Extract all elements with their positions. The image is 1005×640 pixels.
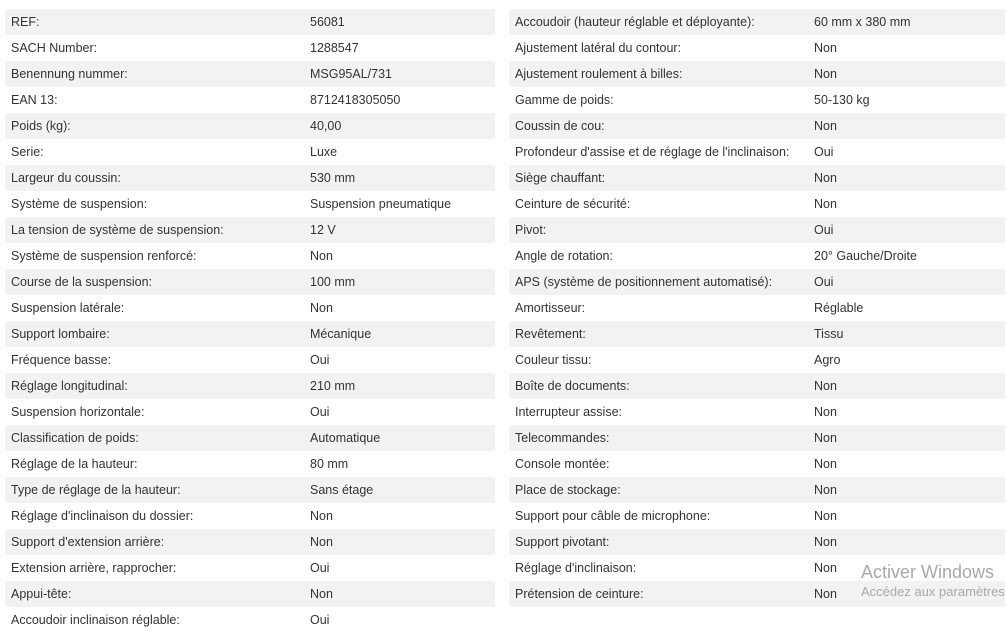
spec-label: Réglage d'inclinaison du dossier: xyxy=(5,503,304,529)
spec-value: Tissu xyxy=(808,321,1005,347)
spec-label: Boîte de documents: xyxy=(509,373,808,399)
spec-label: Réglage de la hauteur: xyxy=(5,451,304,477)
spec-row xyxy=(5,581,495,607)
spec-row xyxy=(5,113,495,139)
spec-value: Oui xyxy=(304,555,495,581)
spec-row xyxy=(509,529,1005,555)
spec-row xyxy=(5,139,495,165)
spec-value: Non xyxy=(808,555,1005,581)
spec-value: 100 mm xyxy=(304,269,495,295)
spec-row xyxy=(509,477,1005,503)
spec-label: Ceinture de sécurité: xyxy=(509,191,808,217)
spec-value: 56081 xyxy=(304,9,495,35)
spec-value: Non xyxy=(808,581,1005,607)
spec-label: Suspension horizontale: xyxy=(5,399,304,425)
spec-label: Course de la suspension: xyxy=(5,269,304,295)
spec-value: Réglable xyxy=(808,295,1005,321)
spec-label: Réglage d'inclinaison: xyxy=(509,555,808,581)
spec-value: Mécanique xyxy=(304,321,495,347)
watermark-title: Activer Windows xyxy=(861,562,995,582)
spec-table-right-body xyxy=(509,9,1005,607)
spec-label: Accoudoir (hauteur réglable et déployante): xyxy=(509,9,808,35)
spec-label: Revêtement: xyxy=(509,321,808,347)
spec-value: Non xyxy=(304,529,495,555)
spec-label: Support pour câble de microphone: xyxy=(509,503,808,529)
spec-label: Pivot: xyxy=(509,217,808,243)
spec-label: Système de suspension: xyxy=(5,191,304,217)
spec-row xyxy=(509,555,1005,581)
spec-row xyxy=(509,217,1005,243)
spec-value: Non xyxy=(808,451,1005,477)
spec-value: Non xyxy=(304,295,495,321)
spec-row xyxy=(509,139,1005,165)
spec-row xyxy=(5,61,495,87)
spec-table-right xyxy=(509,9,1005,607)
spec-label: Extension arrière, rapprocher: xyxy=(5,555,304,581)
spec-row xyxy=(509,399,1005,425)
spec-row xyxy=(5,165,495,191)
spec-row xyxy=(5,451,495,477)
spec-row xyxy=(5,607,495,633)
spec-label: Support d'extension arrière: xyxy=(5,529,304,555)
spec-value: Non xyxy=(304,581,495,607)
spec-value: Oui xyxy=(808,139,1005,165)
spec-value: Non xyxy=(304,503,495,529)
spec-value: 8712418305050 xyxy=(304,87,495,113)
spec-row xyxy=(5,503,495,529)
spec-value: Non xyxy=(808,35,1005,61)
spec-label: Angle de rotation: xyxy=(509,243,808,269)
spec-label: Support lombaire: xyxy=(5,321,304,347)
spec-value: Non xyxy=(808,191,1005,217)
spec-label: Prétension de ceinture: xyxy=(509,581,808,607)
spec-row xyxy=(509,581,1005,607)
spec-value: Non xyxy=(808,165,1005,191)
spec-row xyxy=(509,165,1005,191)
spec-row xyxy=(509,321,1005,347)
spec-value: 40,00 xyxy=(304,113,495,139)
spec-row xyxy=(509,295,1005,321)
spec-value: Non xyxy=(808,113,1005,139)
spec-table-left xyxy=(5,9,495,633)
spec-row xyxy=(5,243,495,269)
spec-label: Profondeur d'assise et de réglage de l'inclinaison: xyxy=(509,139,808,165)
spec-label: Couleur tissu: xyxy=(509,347,808,373)
spec-label: Classification de poids: xyxy=(5,425,304,451)
spec-value: 12 V xyxy=(304,217,495,243)
spec-label: Réglage longitudinal: xyxy=(5,373,304,399)
spec-value: 530 mm xyxy=(304,165,495,191)
spec-value: Oui xyxy=(808,217,1005,243)
spec-row xyxy=(509,35,1005,61)
spec-row xyxy=(5,191,495,217)
spec-value: Oui xyxy=(304,347,495,373)
spec-value: Oui xyxy=(304,607,495,633)
spec-label: Interrupteur assise: xyxy=(509,399,808,425)
spec-row xyxy=(509,451,1005,477)
spec-value: Sans étage xyxy=(304,477,495,503)
spec-value: Agro xyxy=(808,347,1005,373)
spec-value: Suspension pneumatique xyxy=(304,191,495,217)
spec-label: Ajustement roulement à billes: xyxy=(509,61,808,87)
spec-row xyxy=(509,113,1005,139)
spec-value: MSG95AL/731 xyxy=(304,61,495,87)
spec-row xyxy=(509,503,1005,529)
spec-value: Non xyxy=(808,503,1005,529)
spec-label: Largeur du coussin: xyxy=(5,165,304,191)
spec-label: REF: xyxy=(5,9,304,35)
spec-value: Non xyxy=(304,243,495,269)
spec-value: 80 mm xyxy=(304,451,495,477)
spec-value: Non xyxy=(808,477,1005,503)
spec-row xyxy=(5,555,495,581)
spec-label: SACH Number: xyxy=(5,35,304,61)
spec-value: 210 mm xyxy=(304,373,495,399)
spec-label: Coussin de cou: xyxy=(509,113,808,139)
spec-value: Non xyxy=(808,529,1005,555)
spec-label: La tension de système de suspension: xyxy=(5,217,304,243)
spec-row xyxy=(5,269,495,295)
spec-label: APS (système de positionnement automatisé): xyxy=(509,269,808,295)
spec-label: Telecommandes: xyxy=(509,425,808,451)
spec-row xyxy=(5,295,495,321)
spec-row xyxy=(509,373,1005,399)
spec-row xyxy=(509,269,1005,295)
spec-row xyxy=(509,243,1005,269)
spec-label: Gamme de poids: xyxy=(509,87,808,113)
spec-row xyxy=(509,61,1005,87)
spec-row xyxy=(5,35,495,61)
spec-label: Type de réglage de la hauteur: xyxy=(5,477,304,503)
spec-row xyxy=(5,529,495,555)
spec-value: Non xyxy=(808,61,1005,87)
spec-value: Non xyxy=(808,399,1005,425)
spec-row xyxy=(5,321,495,347)
spec-label: EAN 13: xyxy=(5,87,304,113)
spec-row xyxy=(5,425,495,451)
spec-row xyxy=(509,9,1005,35)
spec-label: Siège chauffant: xyxy=(509,165,808,191)
spec-label: Benennung nummer: xyxy=(5,61,304,87)
spec-label: Suspension latérale: xyxy=(5,295,304,321)
spec-label: Appui-tête: xyxy=(5,581,304,607)
spec-row xyxy=(509,87,1005,113)
spec-value: Oui xyxy=(808,269,1005,295)
spec-label: Accoudoir inclinaison réglable: xyxy=(5,607,304,633)
spec-label: Serie: xyxy=(5,139,304,165)
spec-label: Fréquence basse: xyxy=(5,347,304,373)
spec-value: 60 mm x 380 mm xyxy=(808,9,1005,35)
spec-label: Poids (kg): xyxy=(5,113,304,139)
spec-value: Non xyxy=(808,425,1005,451)
spec-row xyxy=(5,87,495,113)
watermark-subtitle: Accédez aux paramètres xyxy=(861,584,1005,599)
spec-row xyxy=(5,399,495,425)
spec-value: Oui xyxy=(304,399,495,425)
spec-value: Automatique xyxy=(304,425,495,451)
spec-value: 50-130 kg xyxy=(808,87,1005,113)
spec-row xyxy=(5,347,495,373)
spec-row xyxy=(5,9,495,35)
spec-value: 20° Gauche/Droite xyxy=(808,243,1005,269)
spec-row xyxy=(509,425,1005,451)
spec-table-left-body xyxy=(5,9,495,633)
spec-row xyxy=(5,217,495,243)
spec-label: Amortisseur: xyxy=(509,295,808,321)
spec-row xyxy=(509,347,1005,373)
spec-label: Console montée: xyxy=(509,451,808,477)
spec-value: Luxe xyxy=(304,139,495,165)
spec-label: Place de stockage: xyxy=(509,477,808,503)
spec-value: Non xyxy=(808,373,1005,399)
spec-label: Support pivotant: xyxy=(509,529,808,555)
spec-label: Système de suspension renforcé: xyxy=(5,243,304,269)
spec-label: Ajustement latéral du contour: xyxy=(509,35,808,61)
spec-row xyxy=(509,191,1005,217)
spec-row xyxy=(5,373,495,399)
spec-value: 1288547 xyxy=(304,35,495,61)
spec-row xyxy=(5,477,495,503)
